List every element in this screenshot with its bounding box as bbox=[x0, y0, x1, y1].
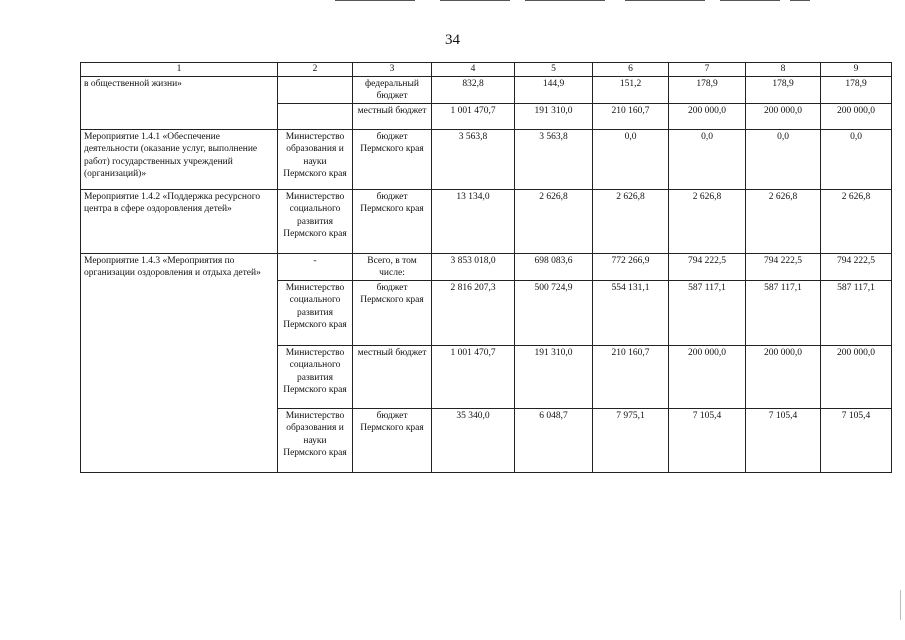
amount-cell: 191 310,0 bbox=[515, 103, 593, 129]
funding-source-cell: бюджет Пермского края bbox=[353, 189, 432, 253]
amount-cell: 144,9 bbox=[515, 76, 593, 103]
amount-cell: 2 816 207,3 bbox=[432, 280, 515, 345]
activity-cell: в общественной жизни» bbox=[81, 76, 278, 129]
amount-cell: 587 117,1 bbox=[669, 280, 746, 345]
amount-cell: 587 117,1 bbox=[821, 280, 892, 345]
amount-cell: 200 000,0 bbox=[669, 103, 746, 129]
amount-cell: 151,2 bbox=[593, 76, 669, 103]
amount-cell: 2 626,8 bbox=[669, 189, 746, 253]
amount-cell: 7 105,4 bbox=[669, 408, 746, 472]
table-row bbox=[81, 189, 892, 253]
amount-cell: 3 563,8 bbox=[515, 129, 593, 189]
amount-cell: 0,0 bbox=[593, 129, 669, 189]
top-rule bbox=[790, 0, 810, 1]
header-cell: 7 bbox=[669, 63, 746, 77]
amount-cell: 500 724,9 bbox=[515, 280, 593, 345]
executor-cell: Министерство социального развития Пермского края bbox=[278, 345, 353, 408]
header-cell: 1 bbox=[81, 63, 278, 77]
amount-cell: 2 626,8 bbox=[746, 189, 821, 253]
scan-edge-mark bbox=[900, 590, 901, 620]
amount-cell: 210 160,7 bbox=[593, 103, 669, 129]
top-rule bbox=[525, 0, 605, 1]
top-rule bbox=[335, 0, 415, 1]
amount-cell: 2 626,8 bbox=[821, 189, 892, 253]
amount-cell: 2 626,8 bbox=[515, 189, 593, 253]
table-row bbox=[81, 129, 892, 189]
amount-cell: 2 626,8 bbox=[593, 189, 669, 253]
amount-cell: 200 000,0 bbox=[669, 345, 746, 408]
amount-cell: 191 310,0 bbox=[515, 345, 593, 408]
executor-cell bbox=[278, 76, 353, 103]
amount-cell: 554 131,1 bbox=[593, 280, 669, 345]
budget-table bbox=[80, 62, 892, 473]
amount-cell: 13 134,0 bbox=[432, 189, 515, 253]
amount-cell: 1 001 470,7 bbox=[432, 345, 515, 408]
top-rule bbox=[440, 0, 510, 1]
top-rule bbox=[625, 0, 705, 1]
header-cell: 5 bbox=[515, 63, 593, 77]
funding-source-cell: бюджет Пермского края bbox=[353, 280, 432, 345]
amount-cell: 200 000,0 bbox=[821, 345, 892, 408]
header-row bbox=[81, 63, 892, 77]
amount-cell: 832,8 bbox=[432, 76, 515, 103]
amount-cell: 6 048,7 bbox=[515, 408, 593, 472]
top-rule bbox=[720, 0, 780, 1]
amount-cell: 3 563,8 bbox=[432, 129, 515, 189]
amount-cell: 794 222,5 bbox=[821, 253, 892, 280]
executor-cell: Министерство образования и науки Пермского края bbox=[278, 129, 353, 189]
amount-cell: 587 117,1 bbox=[746, 280, 821, 345]
funding-source-cell: федеральный бюджет bbox=[353, 76, 432, 103]
activity-cell: Мероприятие 1.4.3 «Мероприятия по организации оздоровления и отдыха детей» bbox=[81, 253, 278, 472]
amount-cell: 794 222,5 bbox=[746, 253, 821, 280]
amount-cell: 7 105,4 bbox=[746, 408, 821, 472]
amount-cell: 178,9 bbox=[746, 76, 821, 103]
amount-cell: 0,0 bbox=[821, 129, 892, 189]
executor-cell: Министерство образования и науки Пермского края bbox=[278, 408, 353, 472]
amount-cell: 1 001 470,7 bbox=[432, 103, 515, 129]
executor-cell bbox=[278, 103, 353, 129]
amount-cell: 200 000,0 bbox=[821, 103, 892, 129]
header-cell: 9 bbox=[821, 63, 892, 77]
activity-cell: Мероприятие 1.4.1 «Обеспечение деятельности (оказание услуг, выполнение работ) государственных учреждений (организаций)» bbox=[81, 129, 278, 189]
header-cell: 4 bbox=[432, 63, 515, 77]
amount-cell: 698 083,6 bbox=[515, 253, 593, 280]
header-cell: 3 bbox=[353, 63, 432, 77]
funding-source-cell: Всего, в том числе: bbox=[353, 253, 432, 280]
executor-cell: - bbox=[278, 253, 353, 280]
amount-cell: 35 340,0 bbox=[432, 408, 515, 472]
header-cell: 8 bbox=[746, 63, 821, 77]
amount-cell: 7 105,4 bbox=[821, 408, 892, 472]
page-number: 34 bbox=[445, 32, 460, 48]
amount-cell: 772 266,9 bbox=[593, 253, 669, 280]
table-row bbox=[81, 76, 892, 103]
amount-cell: 200 000,0 bbox=[746, 345, 821, 408]
table-row bbox=[81, 253, 892, 280]
amount-cell: 0,0 bbox=[669, 129, 746, 189]
header-cell: 2 bbox=[278, 63, 353, 77]
amount-cell: 0,0 bbox=[746, 129, 821, 189]
executor-cell: Министерство социального развития Пермского края bbox=[278, 189, 353, 253]
amount-cell: 178,9 bbox=[669, 76, 746, 103]
funding-source-cell: местный бюджет bbox=[353, 345, 432, 408]
funding-source-cell: бюджет Пермского края bbox=[353, 408, 432, 472]
amount-cell: 794 222,5 bbox=[669, 253, 746, 280]
activity-cell: Мероприятие 1.4.2 «Поддержка ресурсного центра в сфере оздоровления детей» bbox=[81, 189, 278, 253]
amount-cell: 210 160,7 bbox=[593, 345, 669, 408]
executor-cell: Министерство социального развития Пермского края bbox=[278, 280, 353, 345]
amount-cell: 200 000,0 bbox=[746, 103, 821, 129]
funding-source-cell: бюджет Пермского края bbox=[353, 129, 432, 189]
funding-source-cell: местный бюджет bbox=[353, 103, 432, 129]
amount-cell: 3 853 018,0 bbox=[432, 253, 515, 280]
header-cell: 6 bbox=[593, 63, 669, 77]
amount-cell: 7 975,1 bbox=[593, 408, 669, 472]
amount-cell: 178,9 bbox=[821, 76, 892, 103]
